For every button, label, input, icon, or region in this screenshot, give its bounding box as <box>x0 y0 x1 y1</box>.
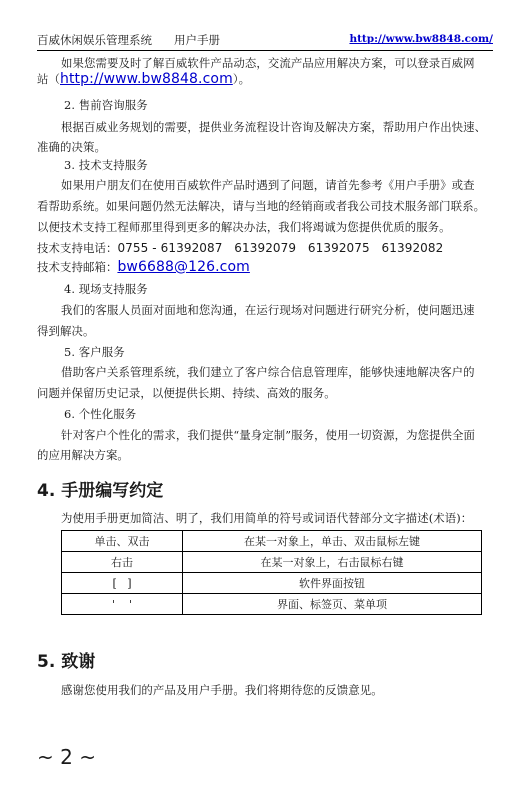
section-3-title: 3. 技术支持服务 <box>64 158 148 172</box>
conventions-table <box>61 530 482 615</box>
phone-numbers: 0755 - 61392087 61392079 61392075 61392082 <box>117 241 444 255</box>
intro-prefix: 站（ <box>37 72 60 86</box>
chapter-5-heading: 5. 致谢 <box>37 652 96 672</box>
email-label: 技术支持邮箱： <box>37 260 118 274</box>
chapter-5-text: 感谢您使用我们的产品及用户手册。我们将期待您的反馈意见。 <box>61 683 383 697</box>
section-3-line-2: 看帮助系统。如果问题仍然无法解决，请与当地的经销商或者我公司技术服务部门联系。 <box>37 199 486 213</box>
intro-line-2 <box>37 71 250 87</box>
section-5-line-1: 借助客户关系管理系统，我们建立了客户综合信息管理库，能够快速地解决客户的 <box>61 365 475 379</box>
support-phone <box>37 240 443 256</box>
table-row <box>62 573 482 594</box>
section-3-line-1: 如果用户朋友们在使用百威软件产品时遇到了问题，请首先参考《用户手册》或查 <box>61 178 475 192</box>
table-row <box>62 531 482 552</box>
description-cell: 在某一对象上，单击、双击鼠标左键 <box>183 531 482 552</box>
section-2-line-2: 准确的决策。 <box>37 140 106 154</box>
support-email-link[interactable]: bw6688@126.com <box>117 259 250 275</box>
header-doc-title: 百威休闲娱乐管理系统 <box>37 33 152 47</box>
section-4-line-2: 得到解决。 <box>37 324 95 338</box>
description-cell: 界面、标签页、菜单项 <box>183 594 482 615</box>
term-cell: 右击 <box>62 552 183 573</box>
intro-suffix: ）。 <box>232 72 251 86</box>
section-3-line-3: 以便技术支持工程师那里得到更多的解决办法，我们将竭诚为您提供优质的服务。 <box>37 220 451 234</box>
chapter-4-intro: 为使用手册更加简洁、明了，我们用简单的符号或词语代替部分文字描述(术语)： <box>61 511 473 525</box>
section-4-title: 4. 现场支持服务 <box>64 282 148 296</box>
header-section: 用户手册 <box>174 33 220 47</box>
description-cell: 软件界面按钮 <box>183 573 482 594</box>
table-row <box>62 594 482 615</box>
section-5-line-2: 问题并保留历史记录，以便提供长期、持续、高效的服务。 <box>37 386 336 400</box>
page-header <box>37 30 493 51</box>
table-row <box>62 552 482 573</box>
section-6-title: 6. 个性化服务 <box>64 407 137 421</box>
header-url-link[interactable]: http://www.bw8848.com/ <box>349 33 493 45</box>
description-cell: 在某一对象上，右击鼠标右键 <box>183 552 482 573</box>
term-cell: [ ] <box>62 573 183 594</box>
term-cell: ' ' <box>62 594 183 615</box>
section-5-title: 5. 客户服务 <box>64 345 125 359</box>
section-6-line-1: 针对客户个性化的需求，我们提供“量身定制”服务，使用一切资源，为您提供全面 <box>61 428 476 442</box>
section-2-line-1: 根据百威业务规划的需要，提供业务流程设计咨询及解决方案，帮助用户作出快速、 <box>61 120 487 134</box>
support-email <box>37 259 250 275</box>
section-2-title: 2. 售前咨询服务 <box>64 98 148 112</box>
chapter-4-heading: 4. 手册编写约定 <box>37 481 164 501</box>
term-cell: 单击、双击 <box>62 531 183 552</box>
intro-line-1: 如果您需要及时了解百威软件产品动态，交流产品应用解决方案，可以登录百威网 <box>61 56 475 70</box>
phone-label: 技术支持电话： <box>37 241 118 255</box>
website-link[interactable]: http://www.bw8848.com <box>59 71 233 87</box>
page-number: ~ 2 ~ <box>37 745 96 769</box>
section-4-line-1: 我们的客服人员面对面地和您沟通，在运行现场对问题进行研究分析，使问题迅速 <box>61 303 475 317</box>
section-6-line-2: 的应用解决方案。 <box>37 448 129 462</box>
